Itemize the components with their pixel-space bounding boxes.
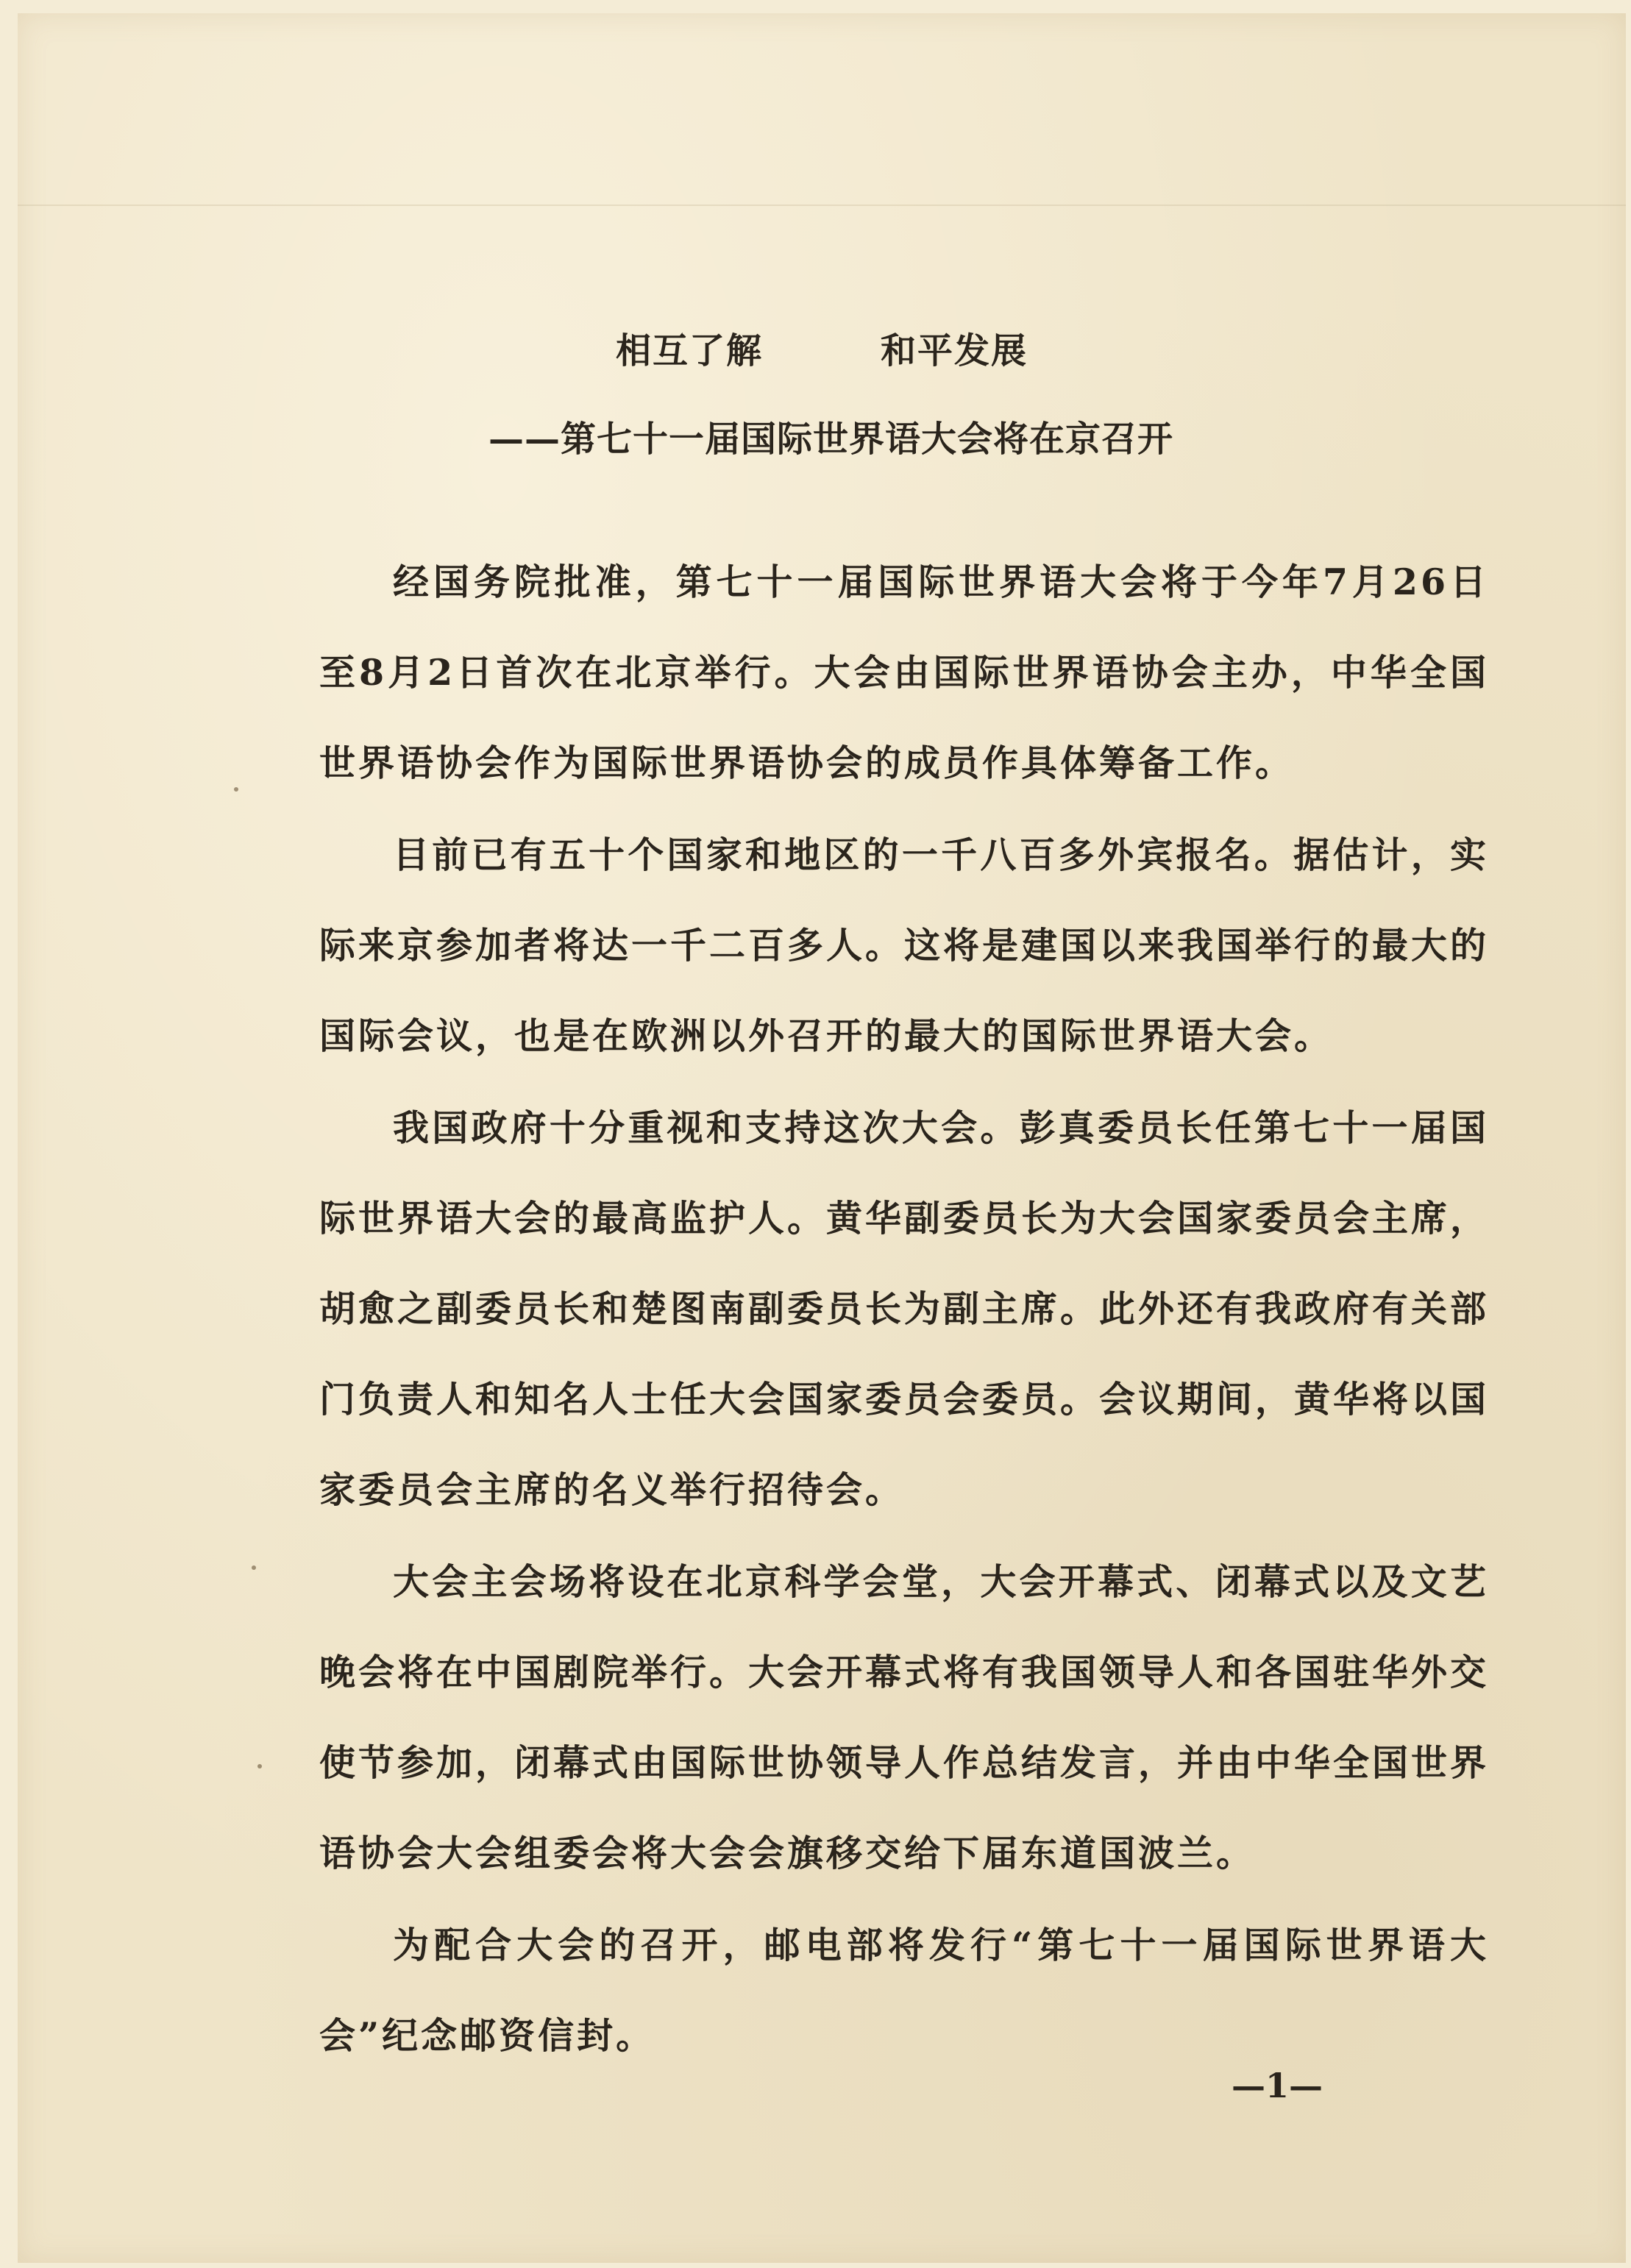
- document-body: [319, 537, 1489, 2083]
- paragraph-4: 大会主会场将设在北京科学会堂，大会开幕式、闭幕式以及文艺晚会将在中国剧院举行。大会开幕式将有我国领导人和各国驻华外交使节参加，闭幕式由国际世协领导人作总结发言，并由中华全国世界语协会大会组委会将大会会旗移交给下届东道国波兰。: [319, 1560, 1490, 1874]
- title-left: 相互了解: [615, 330, 763, 372]
- paper-fold-line: [18, 205, 1626, 206]
- paragraph-1: 经国务院批准，第七十一届国际世界语大会将于今年7月26日至8月2日首次在北京举行。大会由国际世界语协会主办，中华全国世界语协会作为国际世界语协会的成员作具体筹备工作。: [319, 561, 1489, 784]
- document-subtitle: ——第七十一届国际世界语大会将在京召开: [488, 419, 1174, 460]
- document-title: [18, 322, 1626, 373]
- paper-speck: [252, 1565, 256, 1570]
- paragraph-3: 我国政府十分重视和支持这次大会。彭真委员长任第七十一届国际世界语大会的最高监护人。黄华副委员长为大会国家委员会主席，胡愈之副委员长和楚图南副委员长为副主席。此外还有我政府有关部门负责人和知名人士任大会国家委员会委员。会议期间，黄华将以国家委员会主席的名义举行招待会。: [319, 1106, 1490, 1511]
- paper-sheet: [18, 13, 1626, 2263]
- title-right: 和平发展: [881, 330, 1028, 372]
- paper-speck: [257, 1764, 262, 1768]
- paragraph-2: 目前已有五十个国家和地区的一千八百多外宾报名。据估计，实际来京参加者将达一千二百多人。这将是建国以来我国举行的最大的国际会议，也是在欧洲以外召开的最大的国际世界语大会。: [319, 833, 1490, 1057]
- paragraph-5: 为配合大会的召开，邮电部将发行“第七十一届国际世界语大会”纪念邮资信封。: [319, 1924, 1489, 2057]
- paper-speck: [234, 787, 238, 792]
- page-number: —1—: [1232, 2066, 1323, 2105]
